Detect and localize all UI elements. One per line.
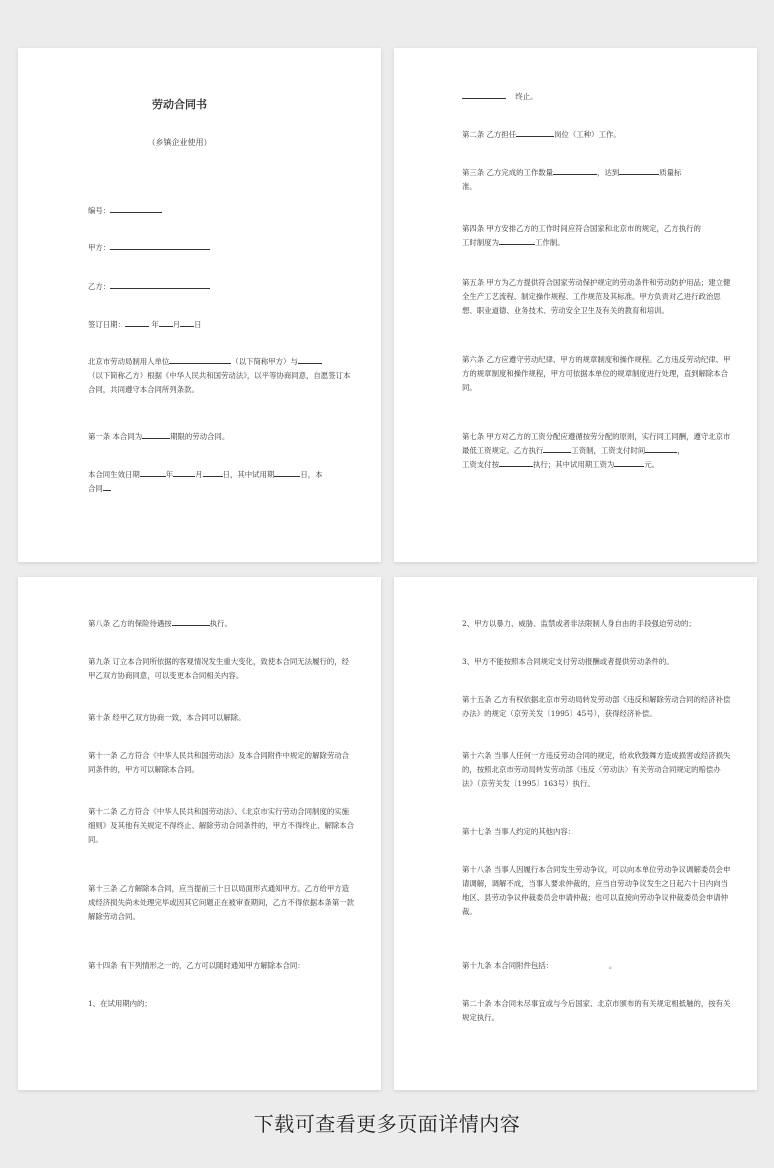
article-19: 第十九条 本合同附件包括： 。 [462,961,617,970]
article-4: 第四条 甲方安排乙方的工作时间应符合国家和北京市的规定，乙方执行的 工时制度为 工作制。 [462,224,701,248]
article-8: 第八条 乙方的保险待遇按 执行。 [88,619,232,628]
article-6: 第六条 乙方应遵守劳动纪律、甲方的规章制度和操作规程。乙方违反劳动纪律、甲方的规章制度和操作规程，甲方可依据本单位的规章制度进行处理，直到解除本合同。 [462,355,731,393]
document-page-3 [18,577,381,1090]
article-18: 第十八条 当事人因履行本合同发生劳动争议，可以向本单位劳动争议调解委员会申请调解，调解不成，当事人要求仲裁的，应当自劳动争议发生之日起六十日内向当地区、县劳动争议仲裁委员会申请仲裁；也可以直接向劳动争议仲裁委员会申请仲裁。 [462,865,731,917]
contract-title: 劳动合同书 [152,98,207,111]
intro-paragraph: 北京市劳动局制用人单位 （以下简称甲方）与 （以下简称乙方）根据《中华人民共和国劳动法》，以平等协商同意，自愿签订本合同，共同遵守本合同所列条款。 [88,357,351,395]
article-11: 第十一条 乙方符合《中华人民共和国劳动法》及本合同附件中规定的解除劳动合同条件的，甲方可以解除本合同。 [88,751,350,775]
document-page-4 [394,577,757,1090]
document-page-2 [394,48,757,562]
list-item-1: 1、在试用期内的； [88,999,152,1008]
article-13: 第十三条 乙方解除本合同，应当提前三十日以局面形式通知甲方。乙方给甲方造成经济损失尚未处理完毕或因其它问题正在被审查期间，乙方不得依据本条第一款解除劳动合同。 [88,884,355,922]
article-10: 第十条 经甲乙双方协商一致，本合同可以解除。 [88,713,246,722]
article-2: 第二条 乙方担任 岗位（工种）工作。 [462,130,621,139]
party-b-line: 乙方： [88,280,355,294]
party-a-blank [110,241,210,250]
sign-date-line: 签订日期： 年 月 日 [88,320,202,329]
article-17: 第十七条 当事人约定的其他内容： [462,827,576,836]
article-16: 第十六条 当事人任何一方违反劳动合同的规定，给欢欣鼓舞方造成损害或经济损失的，按照北京市劳动局转发劳动部《违反〈劳动法〉有关劳动合同规定的赔偿办法》（京劳关发〔1995〕163号）执行。 [462,751,731,789]
list-item-2: 2、甲方以暴力、威胁、监禁或者非法限制人身自由的手段强迫劳动的； [462,619,696,628]
article-9: 第九条 订立本合同所依据的客观情况发生重大变化，致使本合同无法履行的，经甲乙双方协商同意，可以变更本合同相关内容。 [88,657,350,681]
effect-date-paragraph: 本合同生效日期 年 月 日，其中试用期 日，本 合同 [88,470,323,494]
article-3: 第三条 乙方完成的工作数量 ，达到 质量标 准。 [462,168,682,192]
list-item-3: 3、甲方不能按照本合同规定支付劳动报酬或者提供劳动条件的。 [462,657,674,666]
article-20: 第二十条 本合同未尽事宜或与今后国家、北京市颁布的有关规定相抵触的，按有关规定执行。 [462,999,731,1023]
article-7: 第七条 甲方对乙方的工资分配应遵循按劳分配的原则，实行同工同酬，遵守北京市最低工资规定。乙方执行 工资制，工资支付时间 ， 工资支付按 执行；其中试用期工资为 元。 [462,432,731,470]
number-blank [110,204,162,213]
article-15: 第十五条 乙方有权依据北京市劳动局转发劳动部《违反和解除劳动合同的经济补偿办法》的规定（京劳关发〔1995〕45号），获得经济补偿。 [462,695,731,719]
article-1: 第一条 本合同为 期限的劳动合同。 [88,432,230,441]
article-5: 第五条 甲方为乙方提供符合国家劳动保护规定的劳动条件和劳动防护用品；建立健全生产工艺流程、制定操作规程、工作规范及其标准。甲方负责对乙进行政治思想、职业道德、业务技术、劳动安全卫生及有关的教育和培训。 [462,278,731,316]
article-12: 第十二条 乙方符合《中华人民共和国劳动法》、《北京市实行劳动合同制度的实施细则》及其他有关规定不得终止、解除劳动合同条件的，甲方不得终止、解除本合同。 [88,807,355,845]
download-prompt-text: 下载可查看更多页面详情内容 [253,1112,521,1136]
contract-subtitle: （乡镇企业使用） [147,138,212,147]
party-a-line: 甲方： [88,241,355,255]
article-14: 第十四条 有下列情形之一的，乙方可以随时通知甲方解除本合同： [88,961,305,970]
number-line: 编号： [88,204,355,218]
document-page-1 [18,48,381,562]
end-line: 终止。 [462,90,731,104]
party-b-blank [110,280,210,289]
